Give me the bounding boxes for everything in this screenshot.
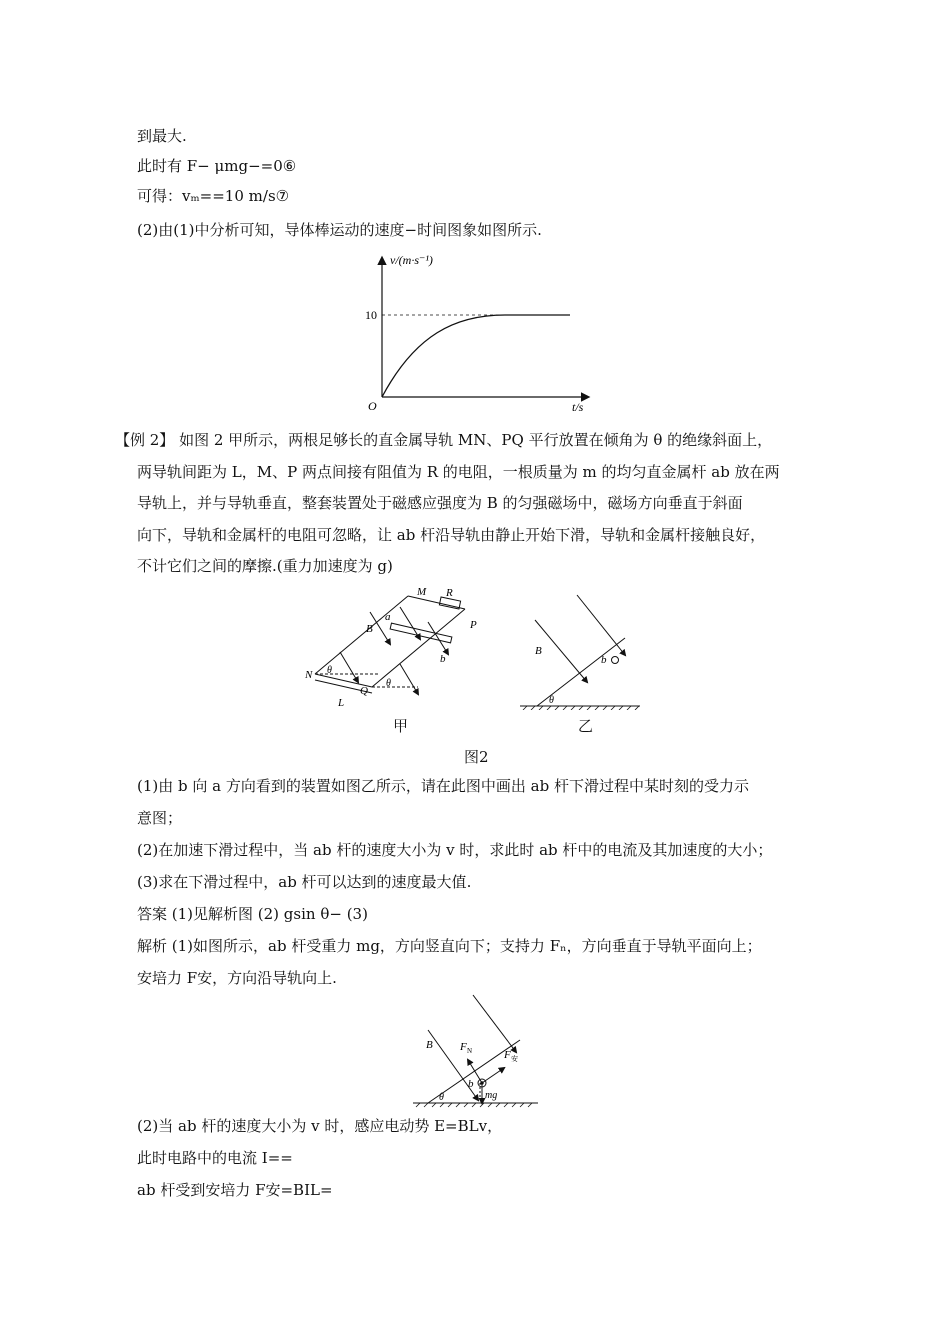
label-theta: θ: [549, 695, 554, 706]
label-Fan: F: [504, 1049, 511, 1061]
label-L: L: [338, 697, 345, 709]
label-mg: mg: [485, 1090, 498, 1101]
velocity-time-graph: [360, 250, 600, 415]
label-M: M: [417, 586, 427, 598]
label-a: a: [385, 611, 391, 623]
text-line: (1)由 b 向 a 方向看到的装置如图乙所示，请在此图中画出 ab 杆下滑过程中某时刻的受力示: [137, 777, 749, 795]
label-theta: θ: [327, 665, 332, 676]
x-axis-label: t/s: [572, 400, 584, 414]
text-line: (2)当 ab 杆的速度大小为 v 时，感应电动势 E=BLv，: [137, 1117, 503, 1135]
text-line: 向下，导轨和金属杆的电阻可忽略，让 ab 杆沿导轨由静止开始下滑，导轨和金属杆接触良好，: [137, 526, 766, 544]
label-b: b: [468, 1078, 474, 1090]
label-theta: θ: [439, 1092, 444, 1103]
text-line: 不计它们之间的摩擦.(重力加速度为 g): [137, 557, 393, 575]
figure-jia-label: 甲: [393, 717, 409, 735]
label-P: P: [470, 619, 477, 631]
text-line: 此时有 F− μmg−=0⑥: [137, 157, 297, 175]
label-N: N: [305, 669, 313, 681]
force-diagram: [408, 990, 543, 1110]
origin-label: O: [368, 399, 377, 413]
y-axis-label: v/(m·s⁻¹): [390, 253, 433, 267]
text-line: 导轨上，并与导轨垂直，整套装置处于磁感应强度为 B 的匀强磁场中，磁场方向垂直于斜面: [137, 494, 743, 512]
figure-2-yi: [515, 590, 645, 710]
text-line: 答案 (1)见解析图 (2) gsin θ− (3): [137, 905, 368, 923]
velocity-curve: [382, 315, 570, 397]
text-line: 两导轨间距为 L，M、P 两点间接有阻值为 R 的电阻，一根质量为 m 的均匀直金属杆 ab 放在两: [137, 463, 780, 481]
label-B: B: [366, 623, 373, 635]
label-b: b: [440, 653, 446, 665]
text-line: (3)求在下滑过程中，ab 杆可以达到的速度最大值.: [137, 873, 472, 891]
label-FN-sub: N: [467, 1047, 473, 1055]
y-tick-label: 10: [365, 308, 377, 322]
label-Fan-sub: 安: [511, 1055, 518, 1063]
text-line: ab 杆受到安培力 F安=BIL=: [137, 1181, 333, 1199]
label-B: B: [535, 645, 542, 657]
text-line: 安培力 F安，方向沿导轨向上.: [137, 969, 337, 987]
text-line: (2)在加速下滑过程中，当 ab 杆的速度大小为 v 时，求此时 ab 杆中的电流及其加速度的大小；: [137, 841, 773, 859]
text-line: 解析 (1)如图所示，ab 杆受重力 mg，方向竖直向下；支持力 Fₙ，方向垂直于导轨平面向上；: [137, 937, 762, 955]
figure-2-jia: [300, 582, 500, 732]
figure-caption: 图2: [464, 748, 489, 766]
label-FN: F: [460, 1041, 467, 1053]
label-b: b: [601, 654, 607, 666]
figure-yi-label: 乙: [578, 717, 594, 735]
text-line: 可得：vₘ==10 m/s⑦: [137, 187, 290, 205]
label-R: R: [446, 587, 453, 599]
text-line: 此时电路中的电流 I==: [137, 1149, 293, 1167]
label-Q: Q: [360, 685, 368, 697]
text-line: 【例 2】 如图 2 甲所示，两根足够长的直金属导轨 MN、PQ 平行放置在倾角为 θ 的绝缘斜面上，: [115, 431, 773, 449]
text-line: (2)由(1)中分析可知，导体棒运动的速度−时间图象如图所示.: [137, 221, 542, 239]
label-B: B: [426, 1039, 433, 1051]
text-line: 意图；: [137, 809, 183, 827]
label-theta: θ: [386, 678, 391, 689]
text-line: 到最大.: [137, 127, 187, 145]
